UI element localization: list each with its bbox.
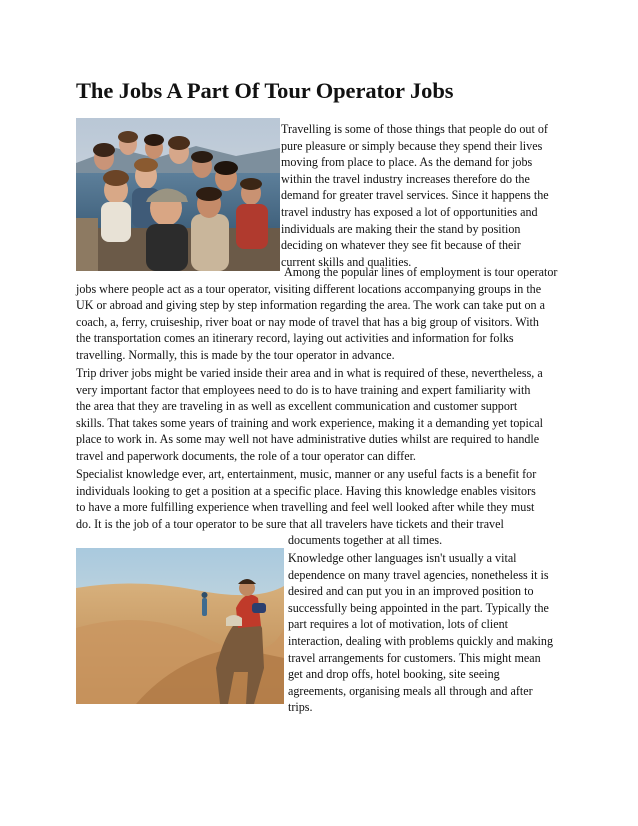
paragraph-line: travelling. Normally, this is made by the tour operator in advance. bbox=[76, 348, 395, 362]
paragraph-line: travel arrangements for customers. This might mean bbox=[288, 650, 541, 665]
paragraph-line: Knowledge other languages isn't usually a vital bbox=[288, 551, 517, 565]
paragraph-line: Specialist knowledge ever, art, entertainment, music, manner or any useful facts is a benefit for bbox=[76, 467, 537, 481]
paragraph-line: successfully being appointed in the part. Typically the bbox=[288, 600, 549, 615]
group-travellers-photo bbox=[76, 118, 280, 271]
paragraph-line: travel industry has exposed a lot of opportunities and bbox=[281, 205, 538, 219]
desert-camel-photo bbox=[76, 548, 284, 704]
paragraph-line: agreements, organising meals all through and after bbox=[288, 683, 533, 698]
paragraph-line: Trip driver jobs might be varied inside their area and in what is required of these, nevertheless, a bbox=[76, 366, 543, 380]
paragraph-line: within the travel industry increases therefore do the bbox=[281, 171, 530, 186]
paragraph-line: deciding on whatever they see fit because of their bbox=[281, 238, 521, 253]
paragraph-line: get and drop offs, hotel booking, site seeing bbox=[288, 667, 500, 682]
paragraph-line: interaction, dealing with problems quickly and making bbox=[288, 634, 553, 648]
paragraph-line: skills. That takes some years of training and work experience, making it a demanding yet topical bbox=[76, 415, 543, 430]
paragraph-line: demand for greater travel services. Since it happens the bbox=[281, 188, 549, 203]
paragraph-line: Among the popular lines of employment is tour operator bbox=[284, 265, 558, 279]
paragraph-line: the area that they are traveling in as well as excellent communication and customer support bbox=[76, 399, 518, 414]
paragraph-line: UK or abroad and giving step by step information regarding the area. The work can take put on a bbox=[76, 298, 545, 313]
paragraph-line: place to work in. As some may well not have administrative duties whilst are required to handle bbox=[76, 432, 540, 447]
page-title: The Jobs A Part Of Tour Operator Jobs bbox=[76, 78, 454, 103]
paragraph-line: coach, a, ferry, cruiseship, river boat or nay mode of travel that has a big group of visitors. With bbox=[76, 314, 539, 329]
paragraph-line: pure pleasure or simply because they spend their lives bbox=[281, 138, 543, 153]
paragraph-line: documents together at all times. bbox=[288, 533, 443, 548]
paragraph-line: current skills and qualities. bbox=[281, 254, 412, 269]
paragraph-line: do. It is the job of a tour operator to be sure that all travelers have tickets and their travel bbox=[76, 516, 504, 531]
paragraph-line: very important factor that employees need to do is to have training and expert familiarity with bbox=[76, 382, 531, 397]
paragraph-line: to have a more fulfilling experience when travelling and feel well looked after while they must bbox=[76, 500, 535, 515]
paragraph-line: desired and can put you in an improved position to bbox=[288, 584, 534, 599]
paragraph-line: dependence on many travel agencies, nonetheless it is bbox=[288, 567, 549, 582]
paragraph-line: individuals looking to get a position at a specific place. Having this knowledge enables visitors bbox=[76, 483, 536, 498]
paragraph-line: travel and paperwork documents, the role of a tour operator can differ. bbox=[76, 449, 416, 463]
paragraph-line: individuals are making their the stand by position bbox=[281, 221, 521, 236]
paragraph-line: part requires a lot of motivation, lots of client bbox=[288, 617, 508, 632]
paragraph-line: trips. bbox=[288, 700, 313, 715]
paragraph-line: Travelling is some of those things that people do out of bbox=[281, 122, 548, 136]
paragraph-line: jobs where people act as a tour operator, visiting different locations accompanying groups in the bbox=[76, 281, 542, 296]
paragraph-line: the transportation comes an itinerary record, laying out activities and information for folks bbox=[76, 331, 514, 346]
paragraph-line: moving from place to place. As the demand for jobs bbox=[281, 155, 533, 170]
